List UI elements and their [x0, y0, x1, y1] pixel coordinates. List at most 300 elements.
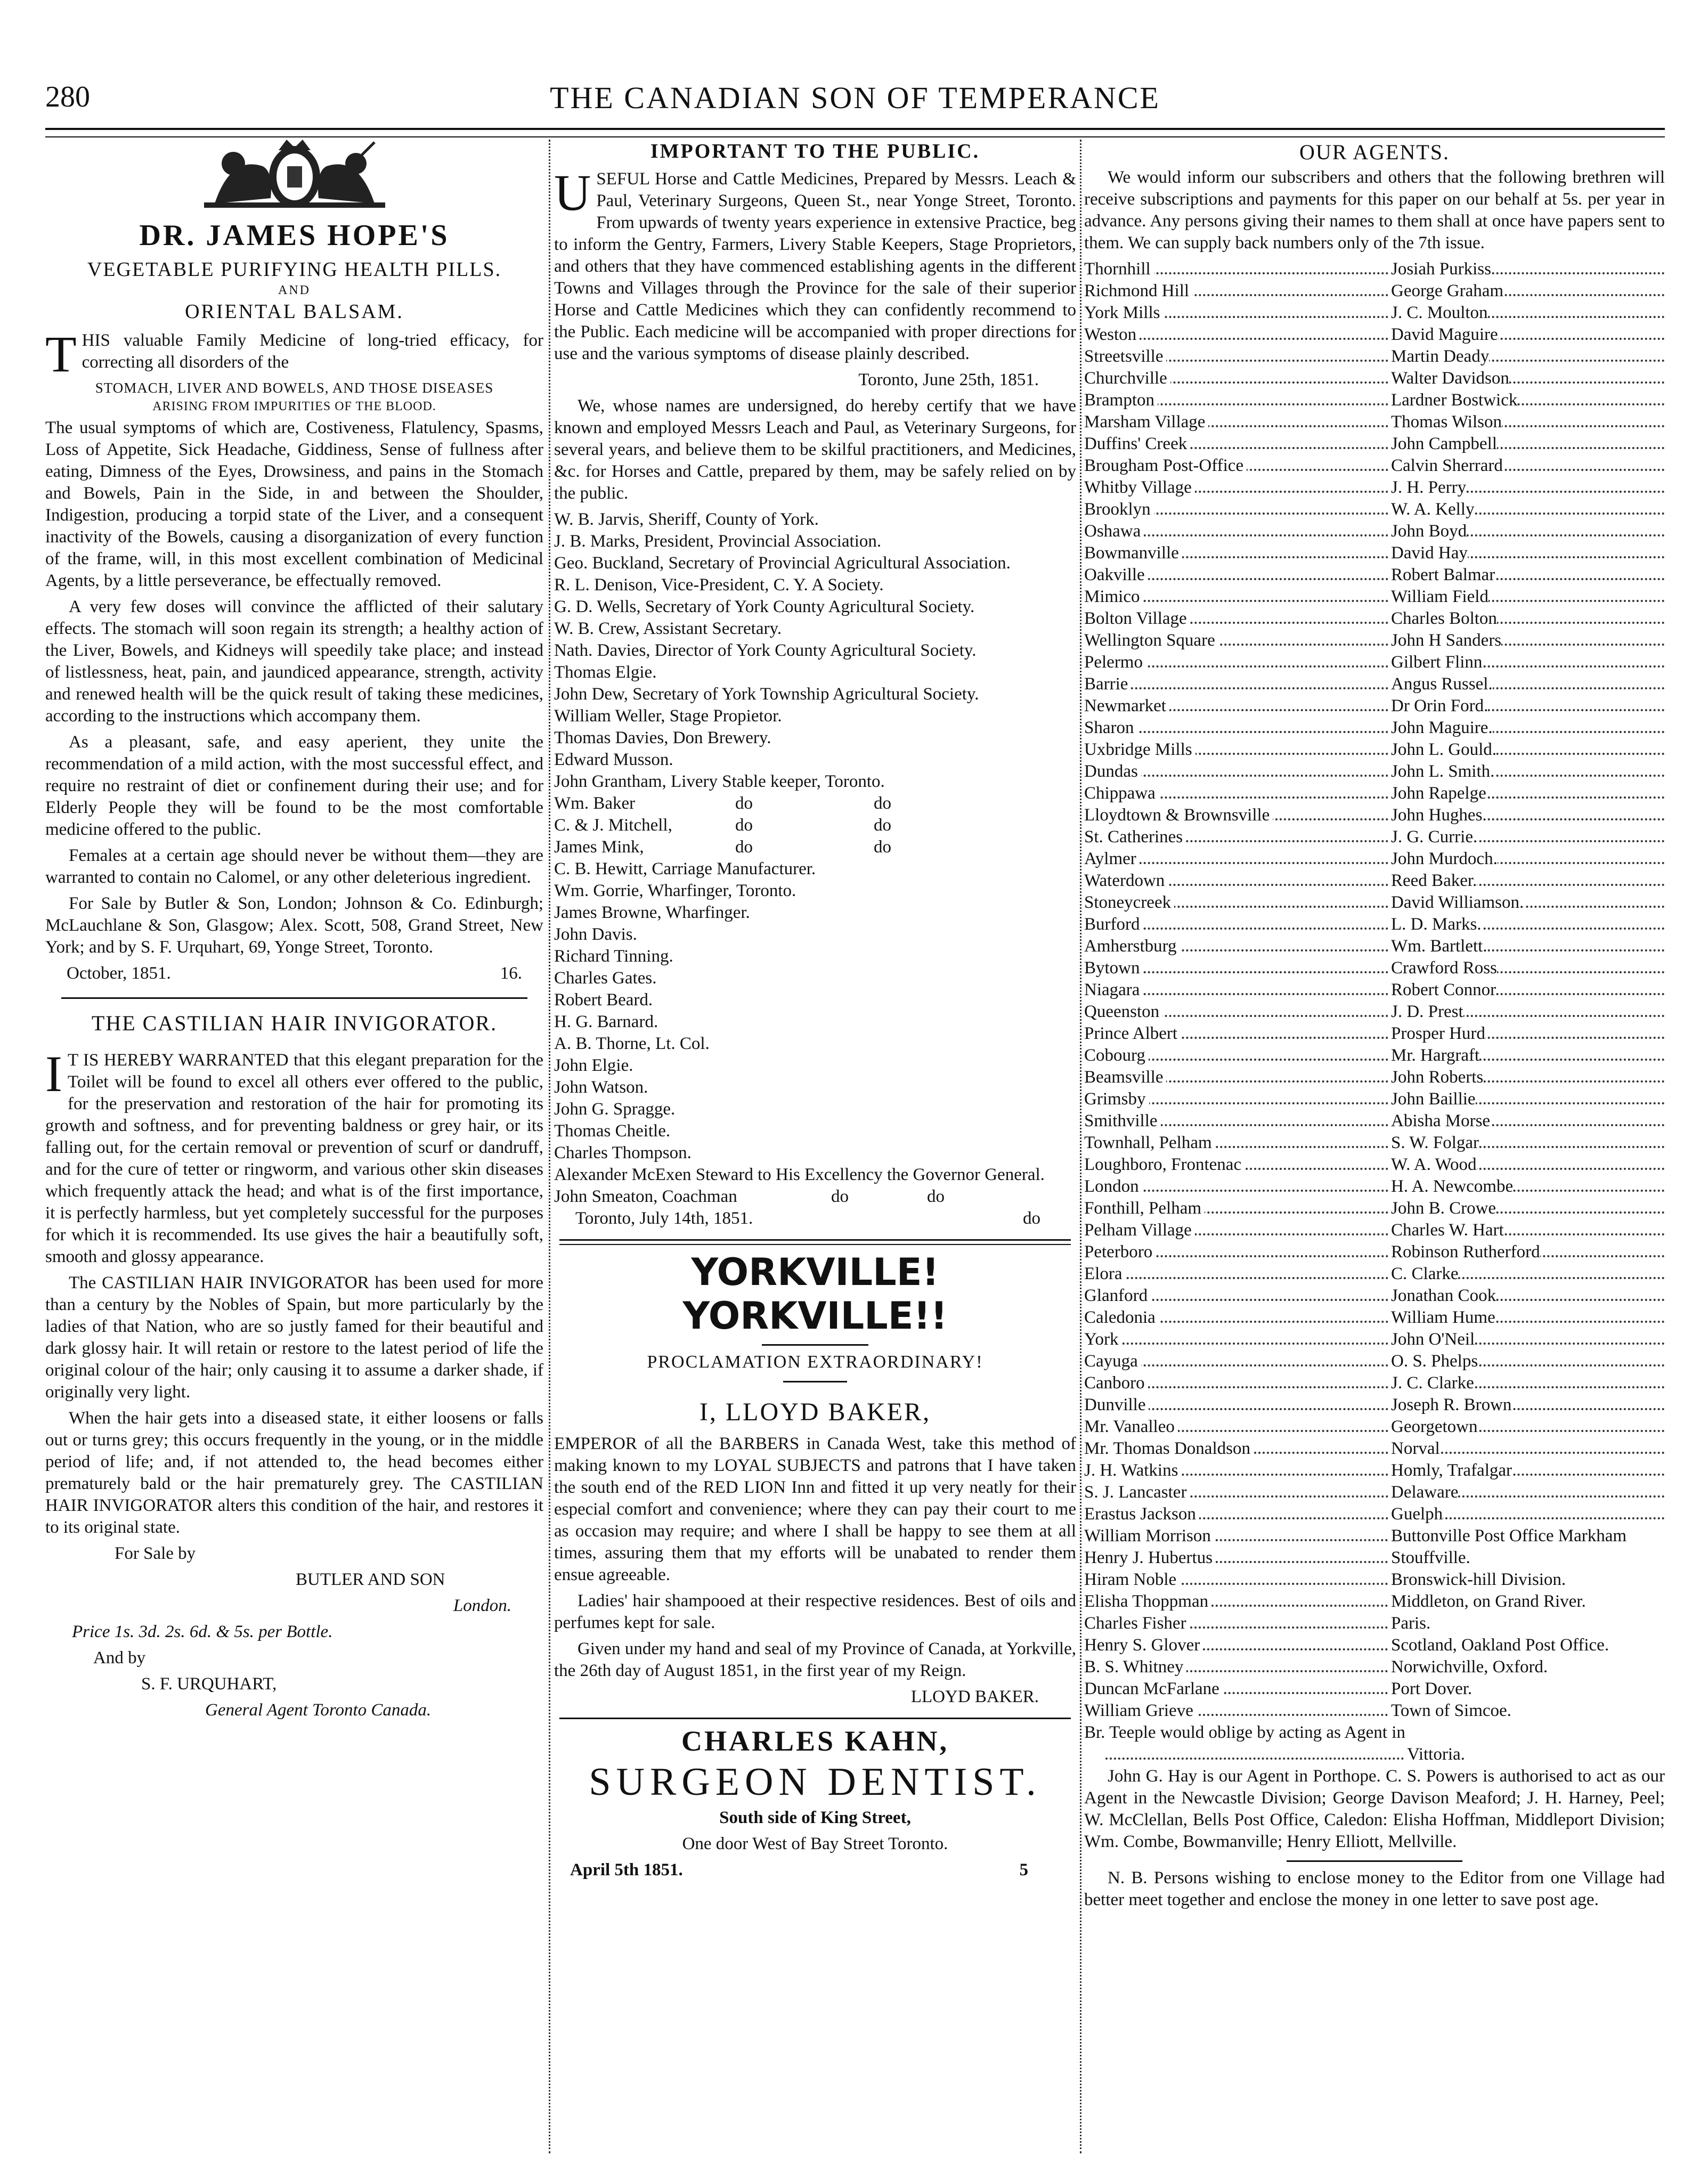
- yorkville-p1: EMPEROR of all the BARBERS in Canada West, take this method of making known to my LOYAL SUBJECTS and patrons that I have taken the south end of the RED LION Inn and fitted it up very neatly for their especial comfort and convenience; where they can pay their court to me as occasion may require; and where I shall be happy to see them at all times, assuring them that my efforts will be unabated to render them ensue agreeable.: [554, 1434, 1076, 1584]
- ornament-rule: [783, 1381, 847, 1382]
- agent-name: William Hume: [1388, 1307, 1495, 1329]
- agent-name: J. C. Moulton: [1388, 302, 1488, 324]
- agent-name: L. D. Marks.: [1388, 914, 1482, 935]
- signer-line: William Weller, Stage Propietor.: [554, 706, 782, 726]
- signer-do-line: Wm. Baker do do: [554, 794, 891, 813]
- yorkville-p2: Ladies' hair shampooed at their respective residences. Best of oils and perfumes kept for sale.: [554, 1591, 1076, 1632]
- important-date1: Toronto, June 25th, 1851.: [858, 370, 1039, 389]
- agent-row: [1084, 1023, 1665, 1045]
- agent-name: Paris.: [1391, 1614, 1431, 1633]
- agent-name: Prosper Hurd: [1388, 1023, 1485, 1045]
- newspaper-title: THE CANADIAN SON OF TEMPERANCE: [550, 80, 1160, 115]
- hope-p5: For Sale by Butler & Son, London; Johnson & Co. Edinburgh; McLauchlane & Son, Glasgow; Alex. Scott, 508, Grand Street, New York; and by S. F. Urquhart, 69, Yonge Street, Toronto.: [45, 894, 543, 957]
- agent-place: Pelermo: [1084, 652, 1146, 673]
- agent-name: Crawford Ross: [1388, 957, 1497, 979]
- agent-name: John Campbell: [1388, 433, 1497, 455]
- agent-name: George Graham: [1388, 280, 1503, 302]
- agent-place: Amherstburg: [1084, 935, 1180, 957]
- agent-place: London: [1084, 1176, 1142, 1198]
- agent-row: [1084, 1438, 1665, 1460]
- agent-place: Prince Albert: [1084, 1023, 1181, 1045]
- signer-do-line: James Mink, do do: [554, 837, 891, 857]
- kahn-l2: One door West of Bay Street Toronto.: [682, 1834, 948, 1853]
- agent-row: [1084, 935, 1665, 957]
- agent-row: [1084, 1460, 1665, 1482]
- smeaton-row: John Smeaton, Coachman do do: [554, 1187, 945, 1206]
- agent-place: St. Catherines: [1084, 826, 1186, 848]
- agent-row: [1084, 1372, 1665, 1394]
- castilian-seller: BUTLER AND SON: [296, 1570, 445, 1589]
- agent-row: [1084, 499, 1665, 520]
- agent-name: S. W. Folgar: [1388, 1132, 1479, 1154]
- agent-row: [1084, 1241, 1665, 1263]
- signer-line: Thomas Davies, Don Brewery.: [554, 728, 771, 747]
- agent-row: [1084, 1634, 1665, 1656]
- agent-place: B. S. Whitney: [1084, 1656, 1186, 1678]
- agent-name: Dr Orin Ford.: [1388, 695, 1488, 717]
- agent-place: Henry J. Hubertus: [1084, 1547, 1216, 1569]
- agent-place: Cayuga: [1084, 1351, 1141, 1372]
- agent-place: William Grieve: [1084, 1700, 1197, 1722]
- agent-place: J. H. Watkins: [1084, 1460, 1181, 1482]
- agent-place: Weston: [1084, 324, 1140, 346]
- signer-line: Thomas Elgie.: [554, 663, 657, 682]
- signer-line: R. L. Denison, Vice-President, C. Y. A Society.: [554, 575, 884, 595]
- agent-place: York Mills: [1084, 302, 1163, 324]
- agent-place: Pelham Village: [1084, 1219, 1195, 1241]
- agent-row: [1084, 455, 1665, 477]
- agent-name: John B. Crowe: [1388, 1198, 1496, 1219]
- agent-row: [1084, 957, 1665, 979]
- signer-line: Wm. Gorrie, Wharfinger, Toronto.: [554, 881, 796, 900]
- agent-row: [1084, 368, 1665, 389]
- column-left: [45, 140, 543, 2167]
- agent-place: Brooklyn: [1084, 499, 1154, 520]
- agents-list: [1084, 258, 1665, 1525]
- signer-line: Alexander McExen Steward to His Excellency the Governor General.: [554, 1165, 1045, 1184]
- agent-place: Stoneycreek: [1084, 892, 1174, 914]
- agent-place: Brougham Post-Office: [1084, 455, 1247, 477]
- hope-date: October, 1851.: [67, 964, 171, 983]
- signer-line: Thomas Cheitle.: [554, 1121, 671, 1141]
- castilian-sale: For Sale by: [115, 1544, 196, 1563]
- agent-name: J. D. Prest: [1388, 1001, 1463, 1023]
- agent-place: Duffins' Creek: [1084, 433, 1190, 455]
- agent-row: [1084, 1700, 1665, 1722]
- agent-place: Erastus Jackson: [1084, 1503, 1199, 1525]
- agent-name: Middleton, on Grand River.: [1391, 1592, 1586, 1611]
- page-header: [45, 80, 1665, 128]
- agents-list-multiline: [1084, 1525, 1665, 1722]
- agent-place: Townhall, Pelham: [1084, 1132, 1215, 1154]
- agent-name: Charles Bolton: [1388, 608, 1497, 630]
- agent-name: Robinson Rutherford: [1388, 1241, 1540, 1263]
- castilian-city: London.: [453, 1596, 511, 1615]
- agent-place: Duncan McFarlane: [1084, 1678, 1223, 1700]
- agent-place: Dunville: [1084, 1394, 1149, 1416]
- agent-row: [1084, 761, 1665, 783]
- agent-place: Dundas: [1084, 761, 1141, 783]
- kahn-dentist: SURGEON DENTIST.: [589, 1760, 1042, 1804]
- hope-caps: STOMACH, LIVER AND BOWELS, AND THOSE DISEASES: [95, 380, 494, 396]
- agent-place: Chippawa: [1084, 783, 1159, 804]
- agent-name: John Boyd: [1388, 520, 1467, 542]
- agent-row: [1084, 586, 1665, 608]
- agent-row: [1084, 1176, 1665, 1198]
- agent-row: [1084, 1110, 1665, 1132]
- agent-place: Thornhill: [1084, 258, 1154, 280]
- agent-place: Cobourg: [1084, 1045, 1149, 1067]
- agent-row: [1084, 280, 1665, 302]
- agent-row: [1084, 258, 1665, 280]
- agent-place: Beamsville: [1084, 1067, 1166, 1088]
- agent-row: [1084, 1678, 1665, 1700]
- agent-row: [1084, 1351, 1665, 1372]
- agent-place: Aylmer: [1084, 848, 1140, 870]
- agent-place: Grimsby: [1084, 1088, 1149, 1110]
- agent-row: [1084, 652, 1665, 673]
- agent-name: John Baillie: [1388, 1088, 1476, 1110]
- agent-name: Reed Baker.: [1388, 870, 1477, 892]
- yorkville-signature: LLOYD BAKER.: [910, 1687, 1039, 1706]
- agents-nb: N. B. Persons wishing to enclose money to the Editor from one Village had better meet together and enclose the money in one letter to save post age.: [1084, 1868, 1665, 1909]
- agent-name: Homly, Trafalgar: [1388, 1460, 1512, 1482]
- agent-row: [1084, 433, 1665, 455]
- castilian-dropcap: I: [45, 1045, 62, 1102]
- signer-line: John Watson.: [554, 1078, 648, 1097]
- agent-row: [1084, 848, 1665, 870]
- agent-place: Loughboro, Frontenac: [1084, 1154, 1245, 1176]
- agent-row: [1084, 826, 1665, 848]
- signers-do-list: [554, 793, 1076, 858]
- section-divider: [559, 1239, 1071, 1241]
- agent-place: Richmond Hill: [1084, 280, 1192, 302]
- baker-heading: I, LLOYD BAKER,: [699, 1398, 931, 1426]
- agent-row: [1084, 477, 1665, 499]
- page-number: 280: [45, 80, 90, 113]
- agent-name: Lardner Bostwick: [1388, 389, 1517, 411]
- agent-place: Streetsville: [1084, 346, 1166, 368]
- hope-date-num: 16.: [500, 964, 522, 983]
- agent-row: [1084, 1547, 1665, 1569]
- agent-name: J. C. Clarke: [1388, 1372, 1474, 1394]
- ornament-rule: [762, 1344, 868, 1346]
- agent-name: W. A. Wood: [1388, 1154, 1477, 1176]
- agent-row: [1084, 783, 1665, 804]
- agent-name: Norwichville, Oxford.: [1391, 1657, 1548, 1677]
- signer-line: G. D. Wells, Secretary of York County Agricultural Society.: [554, 597, 975, 616]
- column-right: [1084, 140, 1665, 2167]
- section-divider: [1287, 1860, 1462, 1862]
- agent-name: Gilbert Flinn: [1388, 652, 1482, 673]
- agent-row: [1084, 1263, 1665, 1285]
- agent-name: Walter Davidson: [1388, 368, 1509, 389]
- signer-line: Edward Musson.: [554, 750, 673, 769]
- agent-name: William Field: [1388, 586, 1489, 608]
- hope-subtitle: VEGETABLE PURIFYING HEALTH PILLS.: [87, 258, 502, 281]
- agents-teeple: Br. Teeple would oblige by acting as Agent in: [1084, 1723, 1405, 1742]
- agent-row: [1084, 1503, 1665, 1525]
- agent-name: John L. Gould.: [1388, 739, 1496, 761]
- agent-name: John H Sanders: [1388, 630, 1501, 652]
- agent-name: Angus Russel.: [1388, 673, 1493, 695]
- agent-place: Oshawa: [1084, 520, 1144, 542]
- agent-row: [1084, 324, 1665, 346]
- agent-name: Robert Balmar: [1388, 564, 1495, 586]
- kahn-date-row: [554, 1859, 1076, 1881]
- signer-line: John Grantham, Livery Stable keeper, Toronto.: [554, 772, 885, 791]
- signer-line: Nath. Davies, Director of York County Agricultural Society.: [554, 641, 977, 660]
- section-divider: [61, 997, 527, 999]
- kahn-heading: CHARLES KAHN,: [681, 1725, 949, 1757]
- agent-name: David Hay: [1388, 542, 1468, 564]
- agent-name: John Maguire.: [1388, 717, 1493, 739]
- agent-name: Scotland, Oakland Post Office.: [1391, 1636, 1609, 1655]
- agent-place: Caledonia: [1084, 1307, 1159, 1329]
- hope-and: AND: [278, 283, 311, 297]
- agent-row: [1084, 346, 1665, 368]
- kahn-num: 5: [1019, 1860, 1028, 1880]
- agent-place: Churchville: [1084, 368, 1170, 389]
- signer-line: Charles Thompson.: [554, 1143, 692, 1162]
- agent-name: Jonathan Cook: [1388, 1285, 1496, 1307]
- agent-row: [1084, 564, 1665, 586]
- agent-place: Barrie: [1084, 673, 1131, 695]
- agent-row: [1084, 608, 1665, 630]
- royal-crest-icon: [183, 140, 406, 214]
- agent-name: Wm. Bartlett.: [1388, 935, 1487, 957]
- signer-line: John Dew, Secretary of York Township Agricultural Society.: [554, 685, 979, 704]
- column-divider-left: [549, 140, 550, 2153]
- agent-name: John O'Neil: [1388, 1329, 1475, 1351]
- agent-place: Canboro: [1084, 1372, 1148, 1394]
- signer-do-line: C. & J. Mitchell, do do: [554, 816, 891, 835]
- agent-place: Burford: [1084, 914, 1143, 935]
- agent-name: Buttonville Post Office Markham: [1391, 1526, 1627, 1545]
- agent-name: Norval: [1388, 1438, 1440, 1460]
- agent-row: [1084, 892, 1665, 914]
- agent-name: J. H. Perry: [1388, 477, 1466, 499]
- section-divider: [559, 1718, 1071, 1719]
- signer-line: A. B. Thorne, Lt. Col.: [554, 1034, 710, 1053]
- agent-name: John Hughes.: [1388, 804, 1487, 826]
- hope-lead: THIS valuable Family Medicine of long-tried efficacy, for correcting all disorders of the: [45, 326, 543, 383]
- agent-row: [1084, 673, 1665, 695]
- important-p2: We, whose names are undersigned, do hereby certify that we have known and employed Messrs Leach and Paul, as Veterinary Surgeons, for several years, and believe them to be skilful practitioners, and Medicines, &c. for Horses and Cattle, prepared by them, may be safely relied on by the public.: [554, 396, 1076, 503]
- agent-place: Bytown: [1084, 957, 1143, 979]
- agent-place: Hiram Noble: [1084, 1569, 1180, 1591]
- agent-name: Georgetown: [1388, 1416, 1478, 1438]
- agent-row: [1084, 1656, 1665, 1678]
- signers-list: [554, 509, 1076, 793]
- agent-place: Queenston: [1084, 1001, 1162, 1023]
- column-divider-right: [1080, 140, 1081, 2153]
- agent-place: Whitby Village: [1084, 477, 1195, 499]
- important-heading: IMPORTANT TO THE PUBLIC.: [650, 140, 980, 162]
- hope-date-row: [45, 963, 543, 985]
- castilian-agent: S. F. URQUHART,: [141, 1674, 277, 1694]
- hope-balsam: ORIENTAL BALSAM.: [185, 300, 404, 323]
- hope-title: DR. JAMES HOPE'S: [139, 219, 450, 252]
- agent-row: [1084, 520, 1665, 542]
- yorkville-heading: YORKVILLE! YORKVILLE!!: [682, 1250, 948, 1338]
- agent-place: Mr. Thomas Donaldson: [1084, 1438, 1254, 1460]
- agent-place: Henry S. Glover: [1084, 1634, 1203, 1656]
- agent-row: [1084, 1416, 1665, 1438]
- agent-row: [1084, 914, 1665, 935]
- hope-p1: The usual symptoms of which are, Costiveness, Flatulency, Spasms, Loss of Appetite, Sick Headache, Giddiness, Sense of fullness after eating, Dimness of the Eyes, Drowsiness, and pains in the Stomach and Bowels, Pain in the Side, in and between the Shoulder, Indigestion, producing a torpid state of the Liver, and a consequent inactivity of the Bowels, causing a disorganization of every function of the frame, will, in this most excellent combination of Medicinal Agents, by a little perseverance, be effectually removed.: [45, 418, 543, 590]
- agents-heading: OUR AGENTS.: [1299, 140, 1450, 164]
- agent-place: Newmarket: [1084, 695, 1169, 717]
- agent-name: J. G. Currie.: [1388, 826, 1477, 848]
- castilian-agent-role: General Agent Toronto Canada.: [205, 1701, 432, 1720]
- agent-place: Niagara: [1084, 979, 1143, 1001]
- agent-row: [1084, 389, 1665, 411]
- important-date2-row: Toronto, July 14th, 1851. do: [575, 1209, 1040, 1228]
- agent-row: [1084, 1285, 1665, 1307]
- agent-row: [1084, 1307, 1665, 1329]
- signer-line: Charles Gates.: [554, 969, 657, 988]
- agent-row: [1084, 1132, 1665, 1154]
- agent-name: H. A. Newcombe: [1388, 1176, 1513, 1198]
- agent-place: Lloydtown & Brownsville: [1084, 804, 1273, 826]
- agent-place: Wellington Square: [1084, 630, 1218, 652]
- header-rule: [45, 128, 1665, 137]
- agent-name: John Murdoch.: [1388, 848, 1498, 870]
- column-middle: [554, 140, 1076, 2167]
- agent-place: Bolton Village: [1084, 608, 1190, 630]
- agent-row: [1084, 870, 1665, 892]
- agent-row: [1084, 1198, 1665, 1219]
- signer-line: W. B. Jarvis, Sheriff, County of York.: [554, 510, 819, 529]
- agent-place: Waterdown: [1084, 870, 1168, 892]
- signer-line: J. B. Marks, President, Provincial Association.: [554, 532, 882, 551]
- agent-name: Charles W. Hart: [1388, 1219, 1504, 1241]
- castilian-heading: THE CASTILIAN HAIR INVIGORATOR.: [91, 1011, 498, 1035]
- agents-teeple-place-row: Vittoria.: [1105, 1744, 1665, 1766]
- agent-row: [1084, 1001, 1665, 1023]
- agent-row: [1084, 1525, 1665, 1547]
- castilian-price: Price 1s. 3d. 2s. 6d. & 5s. per Bottle.: [72, 1622, 333, 1641]
- agent-name: W. A. Kelly: [1388, 499, 1474, 520]
- agent-row: [1084, 1569, 1665, 1591]
- agent-place: Mimico: [1084, 586, 1143, 608]
- signer-line: C. B. Hewitt, Carriage Manufacturer.: [554, 859, 816, 878]
- hope-p2: A very few doses will convince the afflicted of their salutary effects. The stomach will soon regain its strength; a healthy action of the Liver, Bowels, and Kidneys will speedily take place; and instead of listlessness, heat, pain, and jaundiced appearance, strength, activity and renewed health will be the quick result of taking these medicines, according to the instructions which accompany them.: [45, 597, 543, 726]
- agent-row: [1084, 542, 1665, 564]
- agent-place: Charles Fisher: [1084, 1613, 1190, 1634]
- yorkville-proclamation: PROCLAMATION EXTRAORDINARY!: [647, 1352, 983, 1372]
- signer-line: Robert Beard.: [554, 990, 653, 1010]
- agent-place: Glanford: [1084, 1285, 1151, 1307]
- important-dropcap: U: [554, 164, 591, 221]
- agent-row: [1084, 630, 1665, 652]
- castilian-p1: I T IS HEREBY WARRANTED that this elegant preparation for the Toilet will be found to excel all others ever offered to the public, for the preservation and restoration of the hair for promoting its growth and softness, and for preventing baldness or grey hair, or its falling out, for the certain removal or prevention of scurf or dandruff, and for the cure of tetter or ringworm, and various other skin diseases which frequently attack the head; and what is of the first importance, it is perfectly harmless, but yet completely successful for the purposes for which it is recommended. Its use gives the hair a beautifully soft, smooth and glossy appearance.: [45, 1045, 543, 1266]
- important-p1: USEFUL Horse and Cattle Medicines, Prepared by Messrs. Leach & Paul, Veterinary Surgeons, Queen St., near Yonge Street, Toronto. From upwards of twenty years experience in extensive Practice, beg to inform the Gentry, Farmers, Livery Stable Keepers, Stage Proprietors, and others that they have commenced establishing agents in the different Towns and Villages through the Province for the sale of their superior Horse and Cattle Medicines which they can confidently recommend to the Public. Each medicine will be accompanied with proper directions for use and the various symptoms of disease plainly described.: [554, 164, 1076, 363]
- agent-row: [1084, 979, 1665, 1001]
- agent-row: [1084, 1067, 1665, 1088]
- agent-name: Port Dover.: [1391, 1679, 1473, 1698]
- agent-row: [1084, 1219, 1665, 1241]
- agent-place: William Morrison: [1084, 1525, 1214, 1547]
- agent-name: Delaware: [1388, 1482, 1458, 1503]
- signer-line: H. G. Barnard.: [554, 1012, 658, 1031]
- hope-p4: Females at a certain age should never be without them—they are warranted to contain no Calomel, or any other deleterious ingredient.: [45, 846, 543, 887]
- agent-place: Brampton: [1084, 389, 1158, 411]
- agent-name: O. S. Phelps: [1388, 1351, 1478, 1372]
- agent-place: S. J. Lancaster: [1084, 1482, 1190, 1503]
- agent-row: [1084, 302, 1665, 324]
- signer-line: W. B. Crew, Assistant Secretary.: [554, 619, 782, 638]
- agent-place: Elisha Thoppman: [1084, 1591, 1211, 1613]
- agent-row: [1084, 1154, 1665, 1176]
- agent-row: [1084, 1591, 1665, 1613]
- agent-place: York: [1084, 1329, 1122, 1351]
- signer-line: John Elgie.: [554, 1056, 633, 1075]
- agent-row: [1084, 1088, 1665, 1110]
- agent-name: Mr. Hargraft: [1388, 1045, 1479, 1067]
- section-divider: [559, 1244, 1071, 1245]
- signer-line: Geo. Buckland, Secretary of Provincial Agricultural Association.: [554, 554, 1011, 573]
- agent-name: Joseph R. Brown: [1388, 1394, 1511, 1416]
- agent-name: Guelph: [1388, 1503, 1443, 1525]
- agent-place: Peterboro: [1084, 1241, 1156, 1263]
- agent-name: Stouffville.: [1391, 1548, 1470, 1567]
- agent-place: Mr. Vanalleo: [1084, 1416, 1178, 1438]
- agent-row: [1084, 1613, 1665, 1634]
- signer-line: John G. Spragge.: [554, 1100, 676, 1119]
- signer-line: Richard Tinning.: [554, 947, 673, 966]
- agent-name: Town of Simcoe.: [1391, 1701, 1511, 1720]
- agent-row: [1084, 695, 1665, 717]
- signers-list-2: [554, 858, 1076, 1186]
- kahn-l1: South side of King Street,: [719, 1808, 911, 1827]
- agent-place: Elora: [1084, 1263, 1125, 1285]
- agent-name: Calvin Sherrard: [1388, 455, 1503, 477]
- agent-name: David Maguire: [1388, 324, 1498, 346]
- agent-row: [1084, 1329, 1665, 1351]
- agent-name: John Roberts: [1388, 1067, 1483, 1088]
- hope-dropcap: T: [45, 326, 77, 383]
- kahn-date: April 5th 1851.: [570, 1860, 683, 1880]
- agent-name: Josiah Purkiss: [1388, 258, 1491, 280]
- agent-name: Robert Connor: [1388, 979, 1496, 1001]
- hope-caps2: ARISING FROM IMPURITIES OF THE BLOOD.: [152, 400, 436, 413]
- agent-name: Thomas Wilson: [1388, 411, 1502, 433]
- agent-row: [1084, 804, 1665, 826]
- signer-line: John Davis.: [554, 925, 637, 944]
- castilian-p3: When the hair gets into a diseased state, it either loosens or falls out or turns grey; this occurs frequently in the young, or in the middle period of life; and, if not attended to, the head becomes either prematurely bald or the hair prematurely grey. The CASTILIAN HAIR INVIGORATOR alters this condition of the hair, and restores it to its original state.: [45, 1409, 543, 1537]
- hope-p3: As a pleasant, safe, and easy aperient, they unite the recommendation of a mild action, with the most successful effect, and require no restraint of diet or confinement during their use; and for Elderly People they will be found to be the most comfortable medicine offered to the public.: [45, 733, 543, 839]
- agent-place: Sharon: [1084, 717, 1137, 739]
- agent-row: [1084, 411, 1665, 433]
- castilian-andby: And by: [93, 1648, 146, 1667]
- agent-place: Uxbridge Mills: [1084, 739, 1195, 761]
- agent-name: C. Clarke: [1388, 1263, 1458, 1285]
- agent-row: [1084, 717, 1665, 739]
- castilian-p2: The CASTILIAN HAIR INVIGORATOR has been used for more than a century by the Nobles of Spain, but more particularly by the ladies of that Nation, who are so justly famed for their beautiful and dark glossy hair. It will retain or restore to the latest period of life the original colour of the hair; only causing it to assume a darker shade, if originally very light.: [45, 1273, 543, 1402]
- agent-row: [1084, 1045, 1665, 1067]
- agent-row: [1084, 1482, 1665, 1503]
- agent-place: Smithville: [1084, 1110, 1161, 1132]
- agent-name: John Rapelge: [1388, 783, 1486, 804]
- agent-name: David Williamson.: [1388, 892, 1524, 914]
- signer-line: James Browne, Wharfinger.: [554, 903, 750, 922]
- agent-place: Oakville: [1084, 564, 1148, 586]
- agent-place: Bowmanville: [1084, 542, 1182, 564]
- agent-name: Bronswick-hill Division.: [1391, 1570, 1566, 1589]
- agent-name: John L. Smith.: [1388, 761, 1494, 783]
